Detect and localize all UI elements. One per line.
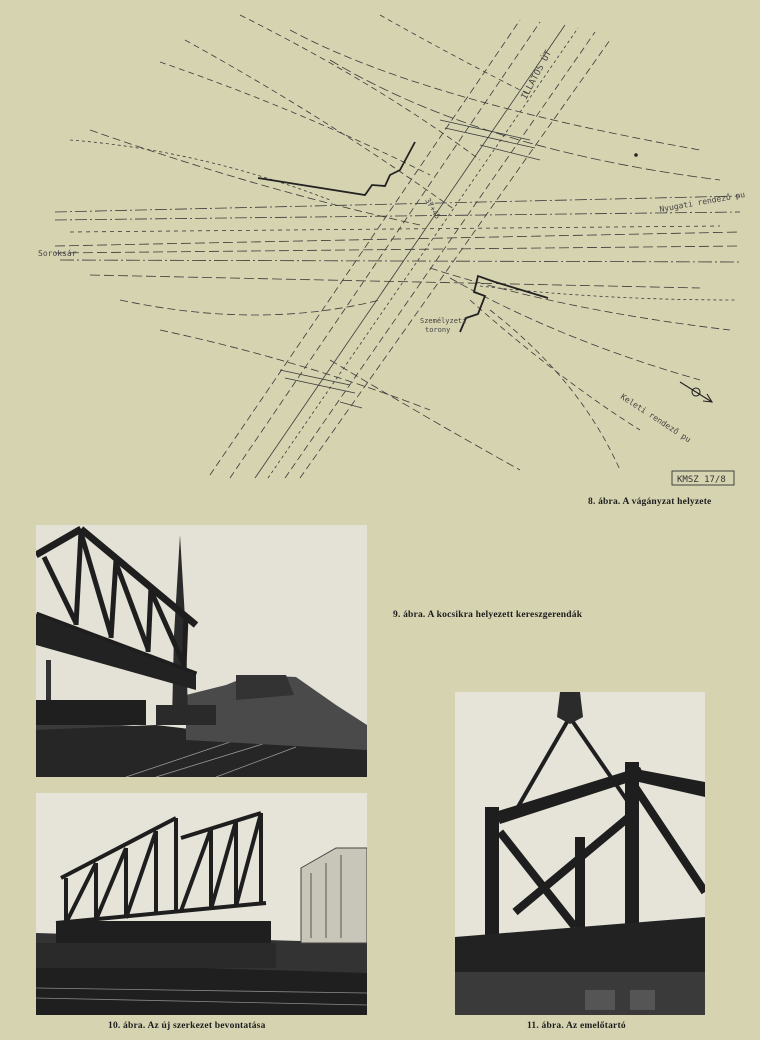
track-plan-drawing <box>0 0 760 500</box>
road-label: ILLATOS ÚT <box>519 48 555 102</box>
tower-label-line1: Személyzeti <box>420 317 467 325</box>
north-yard-label: Nyugati rendező pu <box>658 190 746 214</box>
figure-8-caption: 8. ábra. A vágányzat helyzete <box>588 497 712 507</box>
figure-9-photo <box>36 525 367 777</box>
figure-10-photo <box>36 793 367 1015</box>
south-yard-label: Keleti rendező pu <box>618 392 693 445</box>
north-arrow-icon <box>680 382 712 402</box>
figure-10-caption: 10. ábra. Az új szerkezet bevontatása <box>108 1021 266 1031</box>
tower-label-line2: torony <box>425 326 451 334</box>
figure-9-caption: 9. ábra. A kocsikra helyezett kereszgerendák <box>393 610 583 620</box>
figure-11-caption: 11. ábra. Az emelőtartó <box>527 1021 626 1031</box>
chainage-label: 37+45 <box>423 196 443 221</box>
figure-11-photo <box>455 692 705 1015</box>
soroksar-label: Soroksár <box>38 249 77 258</box>
track-layout-plan <box>0 0 760 500</box>
stamp-label: KMSZ 17/8 <box>677 475 726 485</box>
